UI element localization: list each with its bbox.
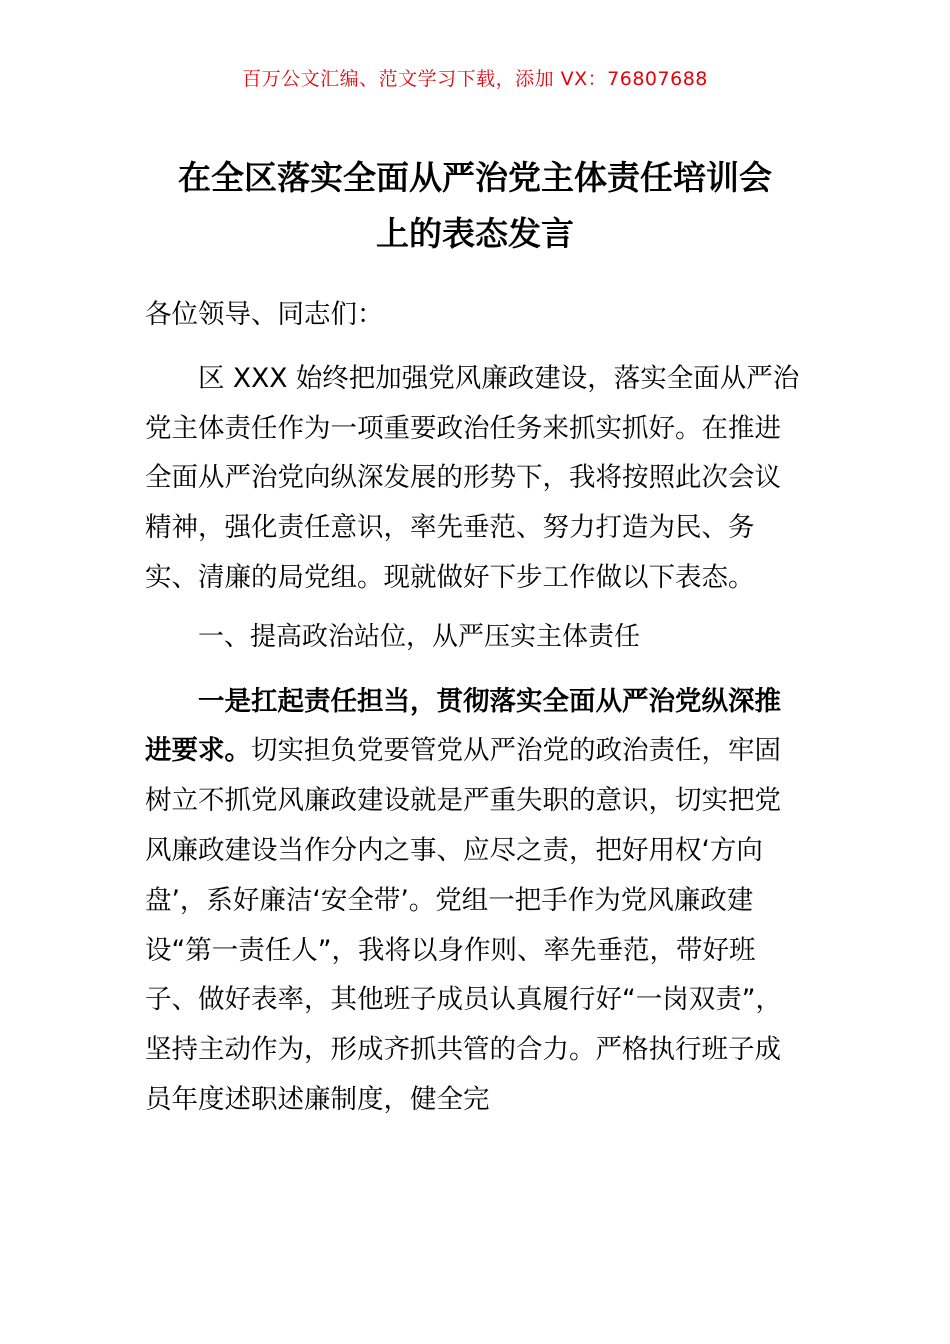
download-banner: 百万公文汇编、范文学习下载，添加 VX：76807688 [242,68,708,90]
document-body [145,290,805,1125]
salutation: 各位领导、同志们： [145,299,384,330]
section-heading: 一、提高政治站位，从严压实主体责任 [198,621,641,652]
intro-paragraph: 区 XXX 始终把加强党风廉政建设，落实全面从严治党主体责任作为一项重要政治任务来抓实抓好。在推进全面从严治党向纵深发展的形势下，我将按照此次会议精神，强化责任意识，率先垂范、努力打造为民、务实、清廉的局党组。现就做好下步工作做以下表态。 [145,362,800,593]
title-line-2: 上的表态发言 [376,214,574,253]
title-line-1: 在全区落实全面从严治党主体责任培训会 [178,158,772,197]
point-lead: 一是扛起责任担当，贯彻落实全面从严治党纵深推进要求。 [145,685,781,767]
point-paragraph [145,677,805,1125]
point-text: 切实担负党要管党从严治党的政治责任，牢固树立不抓党风廉政建设就是严重失职的意识，切实把党风廉政建设当作分内之事、应尽之责，把好用权‘方向盘’，系好廉洁‘安全带’。党组一把手作为党风廉政建设“第一责任人”，我将以身作则、率先垂范，带好班子、做好表率，其他班子成员认真履行好“一岗双责”，坚持主动作为，形成齐抓共管的合力。严格执行班子成员年度述职述廉制度，健全完 [145,735,782,1115]
document-title [140,150,810,262]
